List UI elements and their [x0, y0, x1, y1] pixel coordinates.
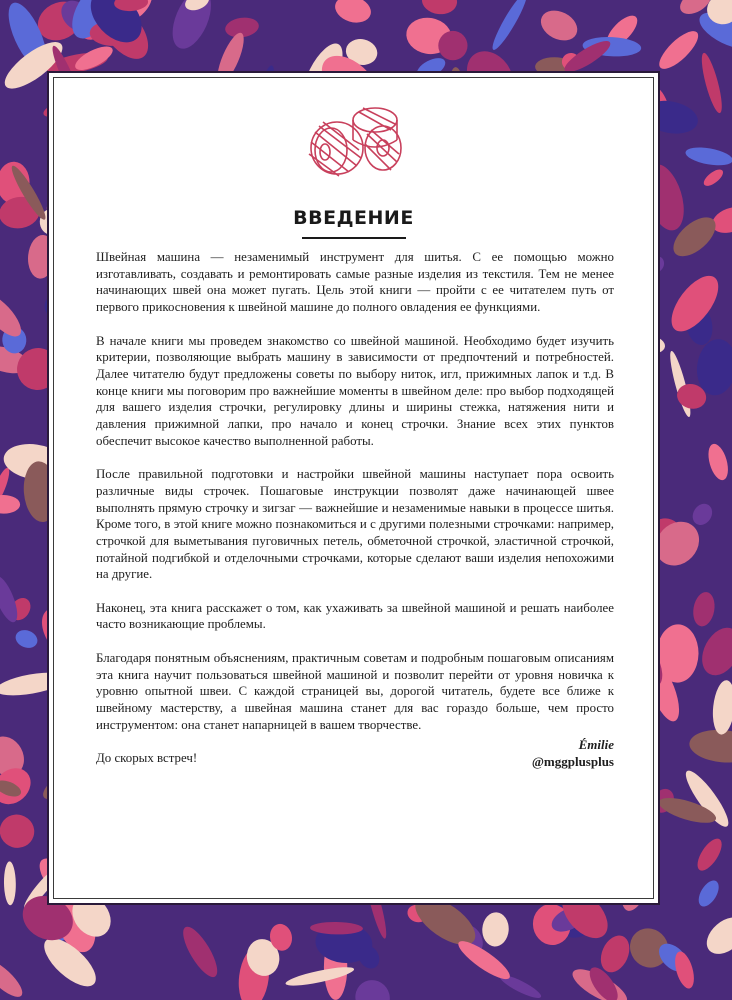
paragraph: Наконец, эта книга расскажет о том, как ухаживать за швейной машиной и решать наиболее часто возникающие проблемы.	[96, 600, 614, 632]
body-text	[96, 249, 614, 783]
pattern-petal	[438, 31, 467, 60]
page-title: ВВЕДЕНИЕ	[293, 207, 414, 229]
paragraph: В начале книги мы проведем знакомство со швейной машиной. Необходимо будет изучить критерии, позволяющие выбрать машину в зависимости от предпочтений и потребностей. Далее читателю будут предложены советы по выбору ниток, игл, прижимных лапок и т.д. В конце книги мы поговорим про важнейшие моменты в швейном деле: про выбор подходящей для вашего изделия строчки, регулировку длины и ширины стежка, натяжения нити и давления прижимной лапки, про начало и конец строчки. Знание всех этих пунктов обеспечит высокое качество выполненной работы.	[96, 333, 614, 448]
signature-handle: @mggplusplus	[531, 754, 614, 769]
signature	[532, 736, 614, 770]
paragraph: После правильной подготовки и настройки швейной машины наступает пора освоить различные виды строчек. Пошаговые инструкции позволят даже начинающей швее выполнять прямую строчку и зигзаг — важнейшие и незаменимые навыки в процессе шитья. Кроме того, в этой книге можно познакомиться и с другими полезными строчками: например, строчкой для выметывания пуговичных петель, обметочной строчкой, эластичной строчкой, потайной подгибкой и отделочными строчками, которые сделают ваши изделия непохожими на другие.	[96, 467, 614, 582]
intro-page	[49, 73, 658, 903]
paragraph: Швейная машина — незаменимый инструмент для шитья. С ее помощью можно изготавливать, создавать и ремонтировать самые разные изделия из текстиля. Тем не менее начинающих швей она может пугать. Цель этой книги — пройти с ее читателем путь от первого прикосновения к швейной машине до полного овладения ее функциями.	[96, 250, 614, 315]
signature-name: Émilie	[578, 737, 614, 752]
yarn-spools-icon	[301, 98, 405, 180]
title-underline	[302, 237, 406, 239]
paragraph: Благодаря понятным объяснениям, практичным советам и подробным пошаговым описаниям эта книга научит пользоваться швейной машиной и позволит перейти от уровня новичка к уровню опытной швеи. С каждой страницей вы, дорогой читатель, будете все ближе к швейному мастерству, а швейная машина станет для вас гораздо больше, чем просто инструментом: она станет напарницей в вашем творчестве.	[96, 650, 614, 732]
paragraph: До скорых встреч!	[96, 751, 198, 766]
